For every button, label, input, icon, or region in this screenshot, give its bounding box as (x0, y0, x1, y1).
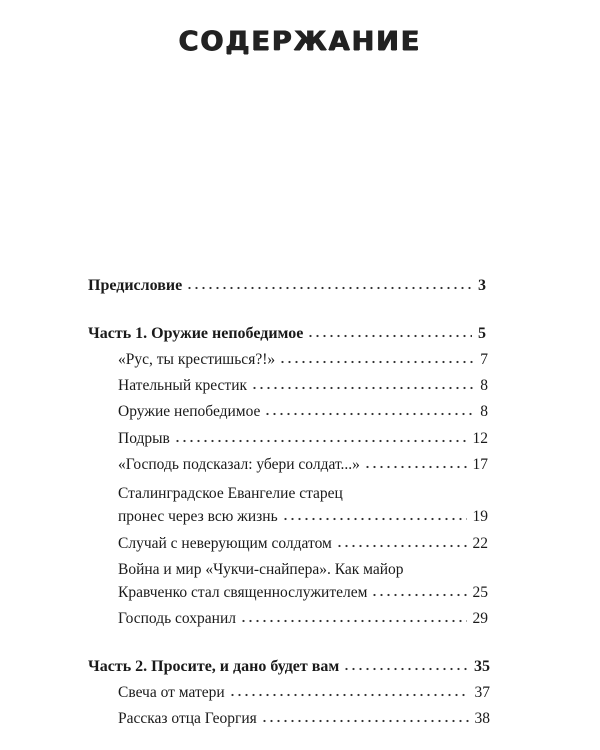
toc-entry-label: Оружие непобедимое (118, 403, 261, 420)
toc-entry-page: 17 (472, 456, 488, 473)
toc-entry-page: 22 (472, 535, 488, 552)
toc-entry-page: 25 (472, 584, 488, 601)
toc-entry[interactable] (118, 430, 488, 448)
toc-entry[interactable] (118, 584, 488, 602)
toc-entry-page: 7 (480, 351, 488, 368)
dot-leader (282, 517, 467, 521)
toc-entry-page: 29 (472, 610, 488, 627)
toc-entry-page: 35 (474, 658, 490, 675)
toc-entry-page: 12 (472, 430, 488, 447)
toc-entry[interactable] (118, 508, 488, 526)
dot-leader (264, 412, 474, 416)
toc-entry-page: 38 (474, 710, 490, 727)
toc-entry[interactable] (118, 456, 488, 474)
toc-entry-page: 5 (478, 325, 486, 342)
toc-entry-label: Рассказ отца Георгия (118, 710, 257, 727)
toc-entry-page: 3 (478, 277, 486, 294)
dot-leader (307, 334, 472, 338)
dot-leader (251, 386, 474, 390)
dot-leader (371, 593, 466, 597)
dot-leader (240, 619, 467, 623)
toc-entry-label: пронес через всю жизнь (118, 508, 278, 525)
toc-entry[interactable] (118, 610, 488, 628)
toc-entry-label-first-line[interactable]: Сталинградское Евангелие старец (118, 485, 343, 502)
dot-leader (186, 286, 472, 290)
dot-leader (229, 693, 469, 697)
toc-entry-label: Часть 1. Оружие непобедимое (88, 325, 304, 342)
toc-entry-page: 8 (480, 377, 488, 394)
toc-entry-part-2[interactable] (88, 658, 490, 676)
toc-entry[interactable] (118, 684, 490, 702)
dot-leader (174, 439, 467, 443)
dot-leader (343, 667, 468, 671)
toc-entry-page: 19 (472, 508, 488, 525)
toc-entry-part-1[interactable] (88, 325, 486, 343)
toc-entry-label: «Господь подсказал: убери солдат...» (118, 456, 360, 473)
toc-entry[interactable] (118, 710, 490, 728)
toc-entry-label: Нательный крестик (118, 377, 248, 394)
dot-leader (279, 360, 474, 364)
dot-leader (336, 544, 467, 548)
toc-entry-preface[interactable] (88, 277, 486, 295)
toc-entry[interactable] (118, 351, 488, 369)
toc-entry-label: Часть 2. Просите, и дано будет вам (88, 658, 340, 675)
toc-entry[interactable] (118, 535, 488, 553)
dot-leader (364, 465, 467, 469)
toc-entry-page: 37 (474, 684, 490, 701)
toc-entry-page: 8 (480, 403, 488, 420)
toc-entry[interactable] (118, 403, 488, 421)
toc-entry-label: Господь сохранил (118, 610, 236, 627)
toc-entry-label: «Рус, ты крестишься?!» (118, 351, 276, 368)
toc-entry-label: Свеча от матери (118, 684, 225, 701)
toc-entry-label: Подрыв (118, 430, 170, 447)
toc-entry[interactable] (118, 377, 488, 395)
toc-entry-label-first-line[interactable]: Война и мир «Чукчи-снайпера». Как майор (118, 561, 404, 578)
dot-leader (261, 719, 469, 723)
page-title: СОДЕРЖАНИЕ (178, 26, 422, 57)
toc-entry-label: Предисловие (88, 277, 183, 294)
toc-entry-label: Кравченко стал священнослужителем (118, 584, 368, 601)
toc-entry-label: Случай с неверующим солдатом (118, 535, 332, 552)
